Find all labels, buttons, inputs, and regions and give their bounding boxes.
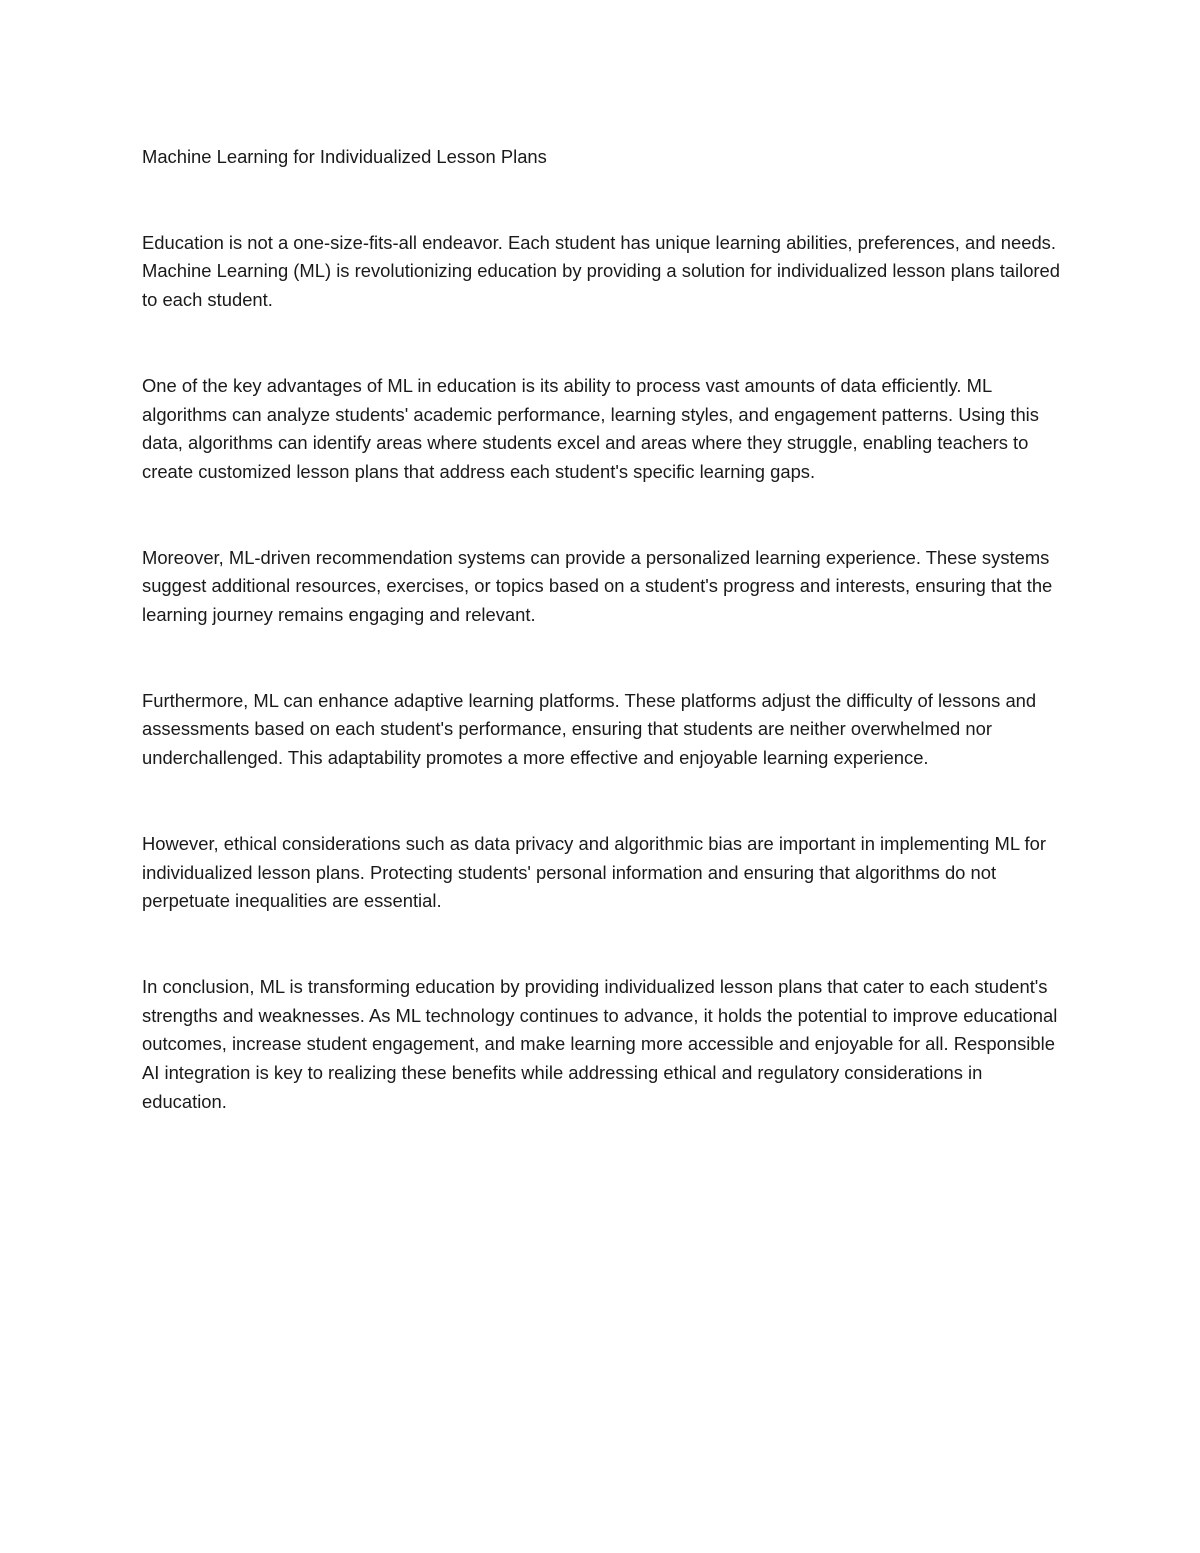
paragraph-intro: Education is not a one-size-fits-all endeavor. Each student has unique learning abilities, preferences, and needs. Machine Learning (ML) is revolutionizing education by providing a solution for individualized lesson plans tailored to each student.: [142, 231, 1061, 311]
paragraph-data-processing: One of the key advantages of ML in education is its ability to process vast amounts of data efficiently. ML algorithms can analyze students' academic performance, learning styles, and engagement patterns. Using this data, algorithms can identify areas where students excel and areas where they struggle, enabling teachers to create customized lesson plans that address each student's specific learning gaps.: [142, 374, 1039, 482]
paragraph-adaptive-learning: Furthermore, ML can enhance adaptive learning platforms. These platforms adjust the difficulty of lessons and assessments based on each student's performance, ensuring that students are neither overwhelmed nor underchallenged. This adaptability promotes a more effective and enjoyable learning experience.: [142, 689, 1037, 769]
document-body: [142, 143, 1072, 1173]
paragraph-conclusion: In conclusion, ML is transforming education by providing individualized lesson plans that cater to each student's strengths and weaknesses. As ML technology continues to advance, it holds the potential to improve educational outcomes, increase student engagement, and make learning more accessible and enjoyable for all. Responsible AI integration is key to realizing these benefits while addressing ethical and regulatory considerations in education.: [142, 975, 1058, 1112]
document-title: Machine Learning for Individualized Lesson Plans: [142, 146, 547, 167]
paragraph-recommendation-systems: Moreover, ML-driven recommendation systems can provide a personalized learning experience. These systems suggest additional resources, exercises, or topics based on a student's progress and interests, ensuring that the learning journey remains engaging and relevant.: [142, 546, 1053, 626]
paragraph-ethical-considerations: However, ethical considerations such as data privacy and algorithmic bias are important in implementing ML for individualized lesson plans. Protecting students' personal information and ensuring that algorithms do not perpetuate inequalities are essential.: [142, 832, 1046, 912]
